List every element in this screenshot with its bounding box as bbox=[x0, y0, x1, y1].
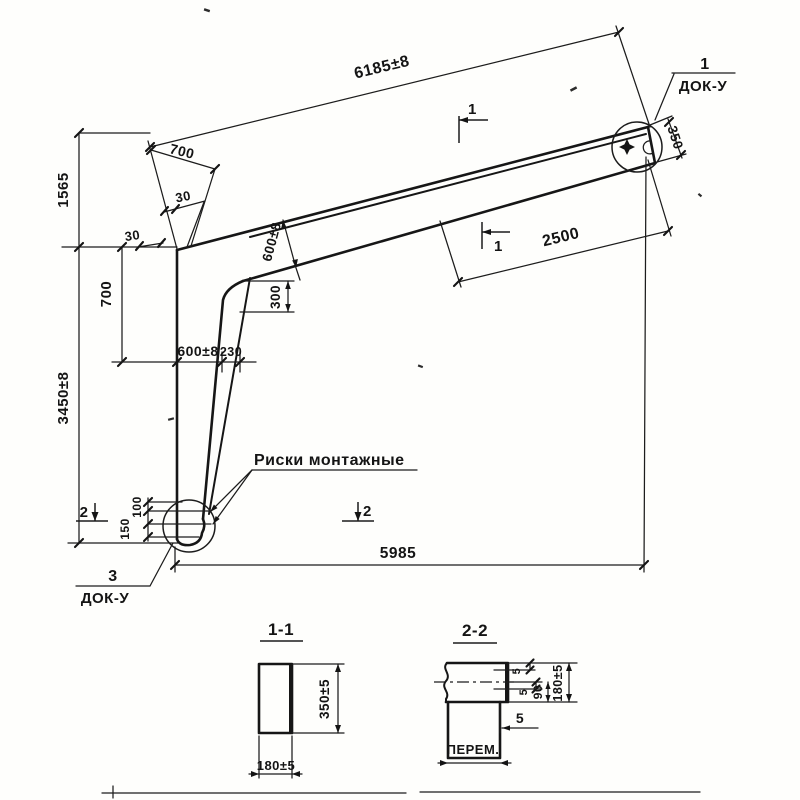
leader-line bbox=[213, 470, 252, 524]
dim-width: 180±5 bbox=[256, 758, 296, 773]
section-title: 2-2 bbox=[461, 621, 489, 640]
section-mark-1-bottom bbox=[482, 222, 510, 255]
mounting-marks-label: Риски монтажные bbox=[254, 452, 405, 469]
dim-beam-length: 6185±8 bbox=[352, 52, 412, 83]
callout-doc: ДОК-У bbox=[678, 78, 728, 95]
dim-knee-300: 300 bbox=[268, 284, 283, 310]
dim-corner-30: 30 bbox=[123, 227, 142, 245]
dim-left-700: 700 bbox=[98, 280, 115, 308]
column-foot bbox=[177, 519, 204, 545]
dim-width-var: ПЕРЕМ. bbox=[446, 742, 500, 757]
dim-top-30: 30 bbox=[174, 187, 193, 206]
ext-line bbox=[191, 169, 215, 246]
callout-number: 1 bbox=[700, 56, 710, 73]
scan-speck bbox=[168, 417, 174, 421]
section-1-label: 1 bbox=[494, 238, 503, 255]
dim-left-3450: 3450±8 bbox=[55, 371, 72, 425]
dim-col-230: 230 bbox=[219, 345, 243, 359]
section-rect bbox=[259, 664, 292, 733]
scan-speck bbox=[204, 8, 210, 12]
frame-outline bbox=[177, 127, 655, 545]
scan-speck bbox=[418, 364, 423, 368]
ext-line bbox=[440, 221, 461, 287]
ext-line bbox=[187, 202, 204, 247]
dim-left-1565: 1565 bbox=[55, 172, 72, 208]
callout-doc: ДОК-У bbox=[80, 590, 130, 607]
sheet-frame-line bbox=[102, 786, 700, 798]
dim-height: 350±5 bbox=[317, 679, 332, 719]
section-2-label: 2 bbox=[363, 503, 372, 520]
dim-lip-b: 5 bbox=[518, 688, 530, 696]
ext-line bbox=[648, 160, 671, 236]
dim-lip-a: 5 bbox=[511, 667, 523, 675]
dim-span-5985: 5985 bbox=[379, 545, 417, 562]
dim-half: 90 bbox=[531, 684, 545, 700]
beam-end-face bbox=[648, 127, 655, 163]
dim-line-knee-600 bbox=[283, 220, 300, 280]
dim-tip-350: 350 bbox=[664, 123, 687, 152]
section-2-label: 2 bbox=[79, 504, 89, 521]
dim-line-6185 bbox=[150, 32, 619, 147]
scan-speck bbox=[698, 193, 702, 197]
section-mark-1-top bbox=[459, 101, 488, 143]
callout-number: 3 bbox=[108, 568, 118, 585]
dim-top-700: 700 bbox=[168, 140, 197, 162]
ext-line bbox=[644, 157, 646, 572]
detail-callout-bottom bbox=[76, 543, 173, 607]
section-title: 1-1 bbox=[267, 620, 295, 639]
dim-risk-100: 100 bbox=[130, 496, 144, 518]
ext-line bbox=[148, 141, 177, 249]
section-mark-2-left bbox=[76, 503, 108, 521]
section-view-1-1 bbox=[249, 620, 344, 778]
dim-knee-600: 600±8 bbox=[259, 220, 285, 264]
dim-wall: 5 bbox=[515, 710, 525, 726]
section-1-label: 1 bbox=[468, 101, 477, 118]
column-right-edge bbox=[203, 281, 243, 519]
ext-line bbox=[616, 26, 650, 127]
section-view-2-2 bbox=[434, 621, 577, 766]
dim-col-600: 600±8 bbox=[177, 343, 219, 359]
detail-callout-top bbox=[655, 56, 735, 120]
scan-speck bbox=[570, 86, 577, 91]
dim-risk-150: 150 bbox=[118, 518, 132, 540]
section-mark-2-right bbox=[342, 502, 374, 521]
dim-2500: 2500 bbox=[540, 224, 582, 251]
dim-height: 180±5 bbox=[551, 664, 565, 702]
